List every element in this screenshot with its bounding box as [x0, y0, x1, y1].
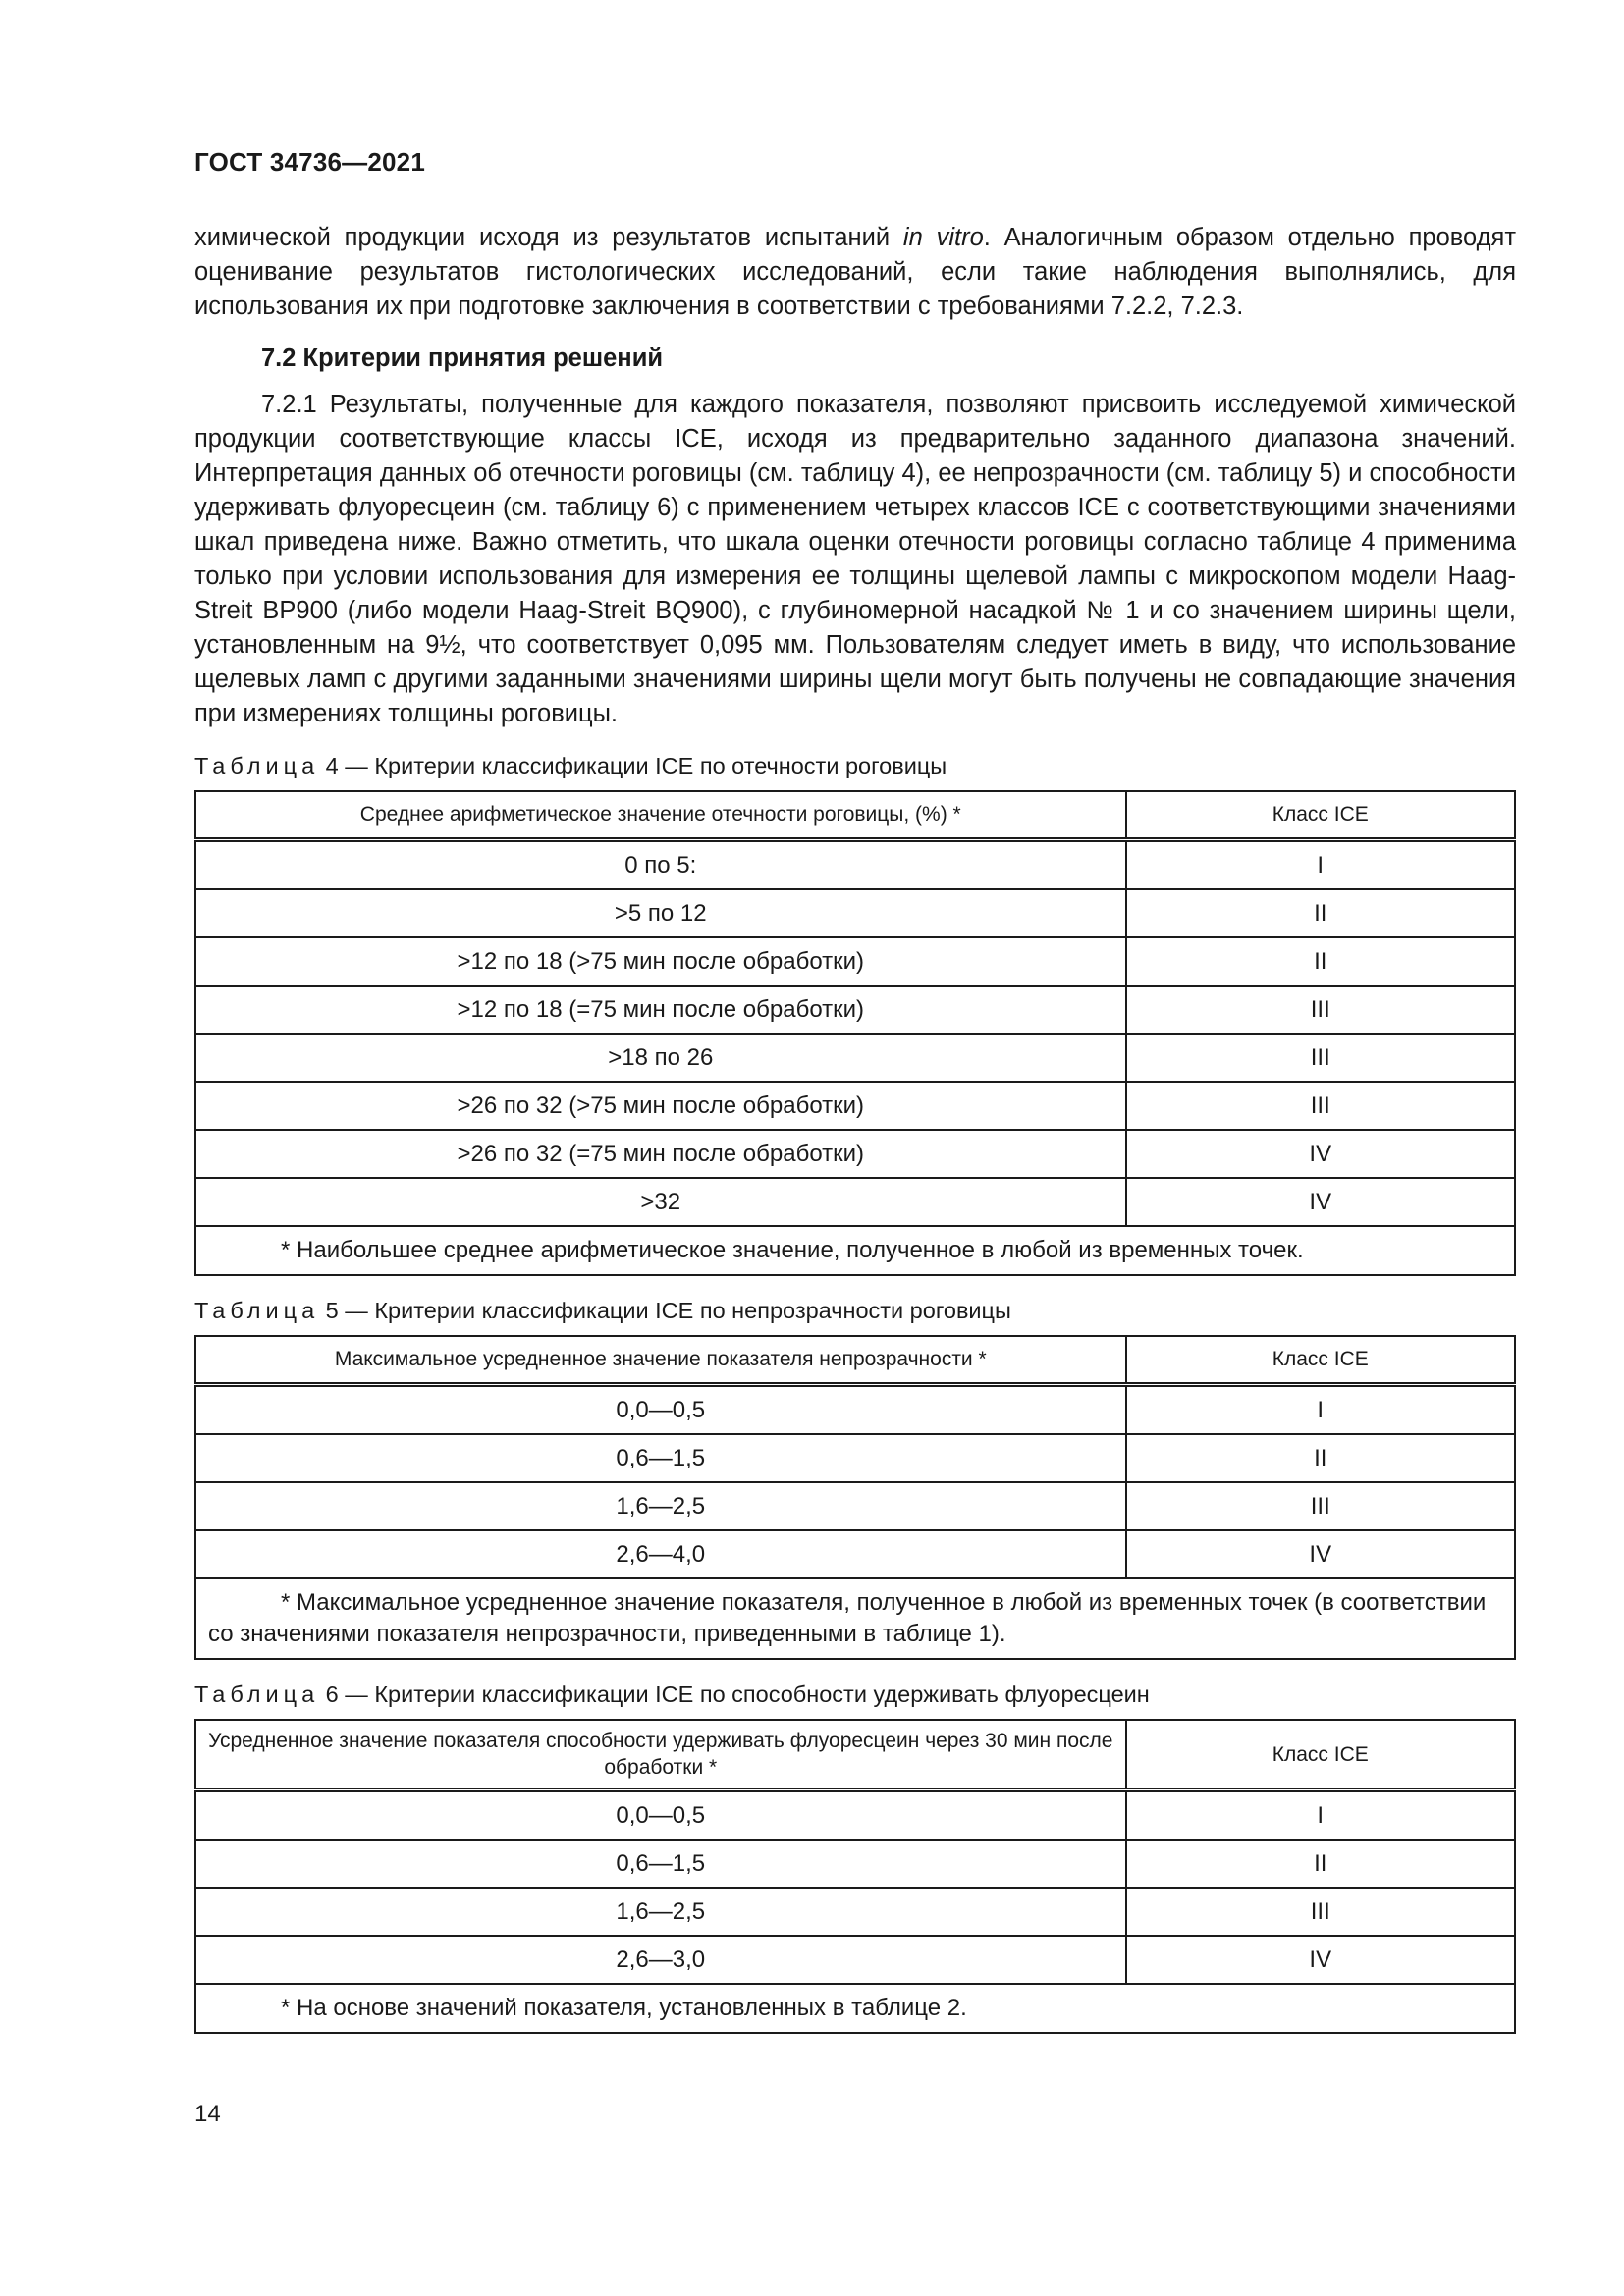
table4-note-row — [195, 1226, 1515, 1275]
table-row — [195, 1034, 1515, 1082]
table5-header-value: Максимальное усредненное значение показателя непрозрачности * — [195, 1336, 1126, 1385]
table4-cell-value: >26 по 32 (=75 мин после обработки) — [195, 1130, 1126, 1178]
section-paragraph: 7.2.1 Результаты, полученные для каждого показателя, позволяют присвоить исследуемой химической продукции соответствующие классы ICE, исходя из предварительно заданного диапазона значений. Интерпретация данных об отечности роговицы (см. таблицу 4), ее непрозрачности (см. таблицу 5) и способности удерживать флуоресцеин (см. таблицу 6) с применением четырех классов ICE с соответствующими значениями шкал приведена ниже. Важно отметить, что шкала оценки отечности роговицы согласно таблице 4 применима только при условии использования для измерения ее толщины щелевой лампы с микроскопом модели Haag-Streit BP900 (либо модели Haag-Streit BQ900), с глубиномерной насадкой № 1 и со значением ширины щели, установленным на 9½, что соответствует 0,095 мм. Пользователям следует иметь в виду, что использование щелевых ламп с другими заданными значениями ширины щели могут быть получены не совпадающие значения при измерениях толщины роговицы. — [194, 391, 1516, 727]
table5-caption-text: 5 — Критерии классификации ICE по непрозрачности роговицы — [319, 1298, 1011, 1323]
table-row — [195, 986, 1515, 1034]
table6-cell-class: III — [1126, 1888, 1515, 1936]
table5-cell-class: I — [1126, 1385, 1515, 1435]
table5-cell-class: II — [1126, 1434, 1515, 1482]
intro-text-before: химической продукции исходя из результатов испытаний — [194, 224, 903, 251]
table5 — [194, 1335, 1516, 1660]
table6-cell-value: 2,6—3,0 — [195, 1936, 1126, 1984]
table4-cell-value: >26 по 32 (>75 мин после обработки) — [195, 1082, 1126, 1130]
table4-caption — [194, 751, 1516, 780]
table4-cell-class: III — [1126, 1034, 1515, 1082]
section-title: 7.2 Критерии принятия решений — [261, 345, 664, 372]
page-content — [194, 221, 1516, 2034]
table-row — [195, 1840, 1515, 1888]
table-row — [195, 1888, 1515, 1936]
table4-cell-value: >12 по 18 (=75 мин после обработки) — [195, 986, 1126, 1034]
table4-cell-class: I — [1126, 840, 1515, 890]
table6-cell-class: I — [1126, 1790, 1515, 1841]
table6-note-row — [195, 1984, 1515, 2033]
table6-note — [195, 1984, 1515, 2033]
table5-cell-class: III — [1126, 1482, 1515, 1530]
table5-cell-value: 1,6—2,5 — [195, 1482, 1126, 1530]
table5-note — [195, 1578, 1515, 1659]
table-row — [195, 840, 1515, 890]
table6-note-text: * На основе значений показателя, установленных в таблице 2. — [281, 1995, 967, 2021]
table-row — [195, 1434, 1515, 1482]
table4-note-text: * Наибольшее среднее арифметическое значение, полученное в любой из временных точек. — [281, 1237, 1304, 1263]
standard-header: ГОСТ 34736—2021 — [194, 147, 425, 177]
table5-label: Таблица — [194, 1298, 320, 1323]
table6-header-class: Класс ICE — [1126, 1720, 1515, 1790]
table4-cell-class: III — [1126, 1082, 1515, 1130]
table6-cell-value: 0,0—0,5 — [195, 1790, 1126, 1841]
table5-cell-value: 0,6—1,5 — [195, 1434, 1126, 1482]
table5-header-row — [195, 1336, 1515, 1385]
table4-cell-class: IV — [1126, 1130, 1515, 1178]
table-row — [195, 937, 1515, 986]
table4-cell-class: IV — [1126, 1178, 1515, 1226]
table4-label: Таблица — [194, 753, 320, 778]
table-row — [195, 1130, 1515, 1178]
table5-header-class: Класс ICE — [1126, 1336, 1515, 1385]
table6-cell-value: 0,6—1,5 — [195, 1840, 1126, 1888]
table4-cell-value: >32 — [195, 1178, 1126, 1226]
table4-header-row — [195, 791, 1515, 840]
table-row — [195, 1482, 1515, 1530]
table6-cell-value: 1,6—2,5 — [195, 1888, 1126, 1936]
intro-text-after: . Аналогичным образом отдельно проводят оценивание результатов гистологических исследований, если такие наблюдения выполнялись, для использования их при подготовке заключения в соответствии с требованиями 7.2.2, 7.2.3. — [194, 224, 1516, 320]
table4-cell-class: II — [1126, 937, 1515, 986]
table-row — [195, 1082, 1515, 1130]
intro-italic: in vitro — [902, 224, 984, 251]
table6-cell-class: II — [1126, 1840, 1515, 1888]
table4-cell-value: >18 по 26 — [195, 1034, 1126, 1082]
table4-cell-class: III — [1126, 986, 1515, 1034]
table-row — [195, 1178, 1515, 1226]
table6 — [194, 1719, 1516, 2034]
table5-caption — [194, 1296, 1516, 1325]
intro-paragraph — [194, 221, 1516, 324]
table-row — [195, 889, 1515, 937]
table5-note-text: * Максимальное усредненное значение показателя, полученное в любой из временных точек (в соответствии со значениями показателя непрозрачности, приведенными в таблице 1). — [208, 1589, 1487, 1647]
table6-header-row — [195, 1720, 1515, 1790]
table4-cell-value: 0 по 5: — [195, 840, 1126, 890]
table4 — [194, 790, 1516, 1276]
page-number: 14 — [194, 2101, 221, 2127]
table4-header-value: Среднее арифметическое значение отечности роговицы, (%) * — [195, 791, 1126, 840]
table6-cell-class: IV — [1126, 1936, 1515, 1984]
table6-caption-text: 6 — Критерии классификации ICE по способности удерживать флуоресцеин — [319, 1682, 1150, 1707]
table6-header-value: Усредненное значение показателя способности удерживать флуоресцеин через 30 мин после обработки * — [195, 1720, 1126, 1790]
table6-caption — [194, 1680, 1516, 1709]
table4-cell-value: >12 по 18 (>75 мин после обработки) — [195, 937, 1126, 986]
table4-cell-class: II — [1126, 889, 1515, 937]
table-row — [195, 1936, 1515, 1984]
table6-label: Таблица — [194, 1682, 320, 1707]
table4-note — [195, 1226, 1515, 1275]
table-row — [195, 1530, 1515, 1578]
table5-note-row — [195, 1578, 1515, 1659]
table5-cell-class: IV — [1126, 1530, 1515, 1578]
table4-cell-value: >5 по 12 — [195, 889, 1126, 937]
table-row — [195, 1790, 1515, 1841]
table5-cell-value: 2,6—4,0 — [195, 1530, 1126, 1578]
table5-cell-value: 0,0—0,5 — [195, 1385, 1126, 1435]
table4-header-class: Класс ICE — [1126, 791, 1515, 840]
table4-caption-text: 4 — Критерии классификации ICE по отечности роговицы — [319, 753, 947, 778]
table-row — [195, 1385, 1515, 1435]
